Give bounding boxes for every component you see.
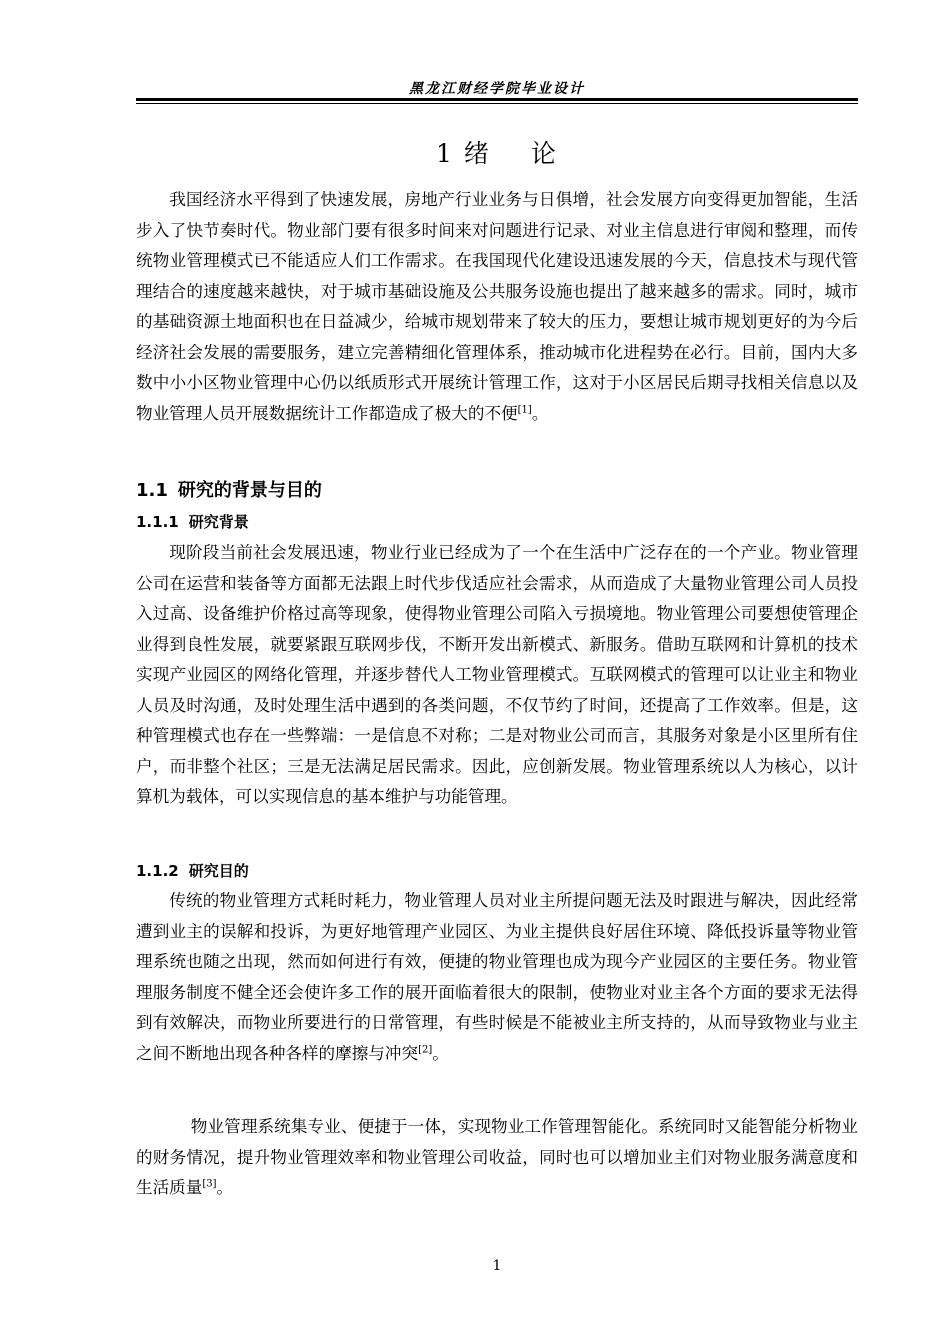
- section-heading-1-1: 1.1 研究的背景与目的: [136, 480, 322, 501]
- chapter-number: 1: [436, 139, 454, 168]
- background-paragraph: 现阶段当前社会发展迅速，物业行业已经成为了一个在生活中广泛存在的一个产业。物业管理公司在运营和装备等方面都无法跟上时代步伐适应社会需求，从而造成了大量物业管理公司人员投入过高、设备维护价格过高等现象，使得物业管理公司陷入亏损境地。物业管理公司要想使管理企业得到良性发展，就要紧跟互联网步伐，不断开发出新模式、新服务。借助互联网和计算机的技术实现产业园区的网络化管理，并逐步替代人工物业管理模式。互联网模式的管理可以让业主和物业人员及时沟通，及时处理生活中遇到的各类问题，不仅节约了时间，还提高了工作效率。但是，这种管理模式也存在一些弊端：一是信息不对称；二是对物业公司而言，其服务对象是小区里所有住户，而非整个社区；三是无法满足居民需求。因此，应创新发展。物业管理系统以人为核心，以计算机为载体，可以实现信息的基本维护与功能管理。: [136, 543, 858, 806]
- section-heading-1-1-2: 1.1.2 研究目的: [136, 862, 249, 880]
- section-heading-1-1-1: 1.1.1 研究背景: [136, 513, 249, 531]
- citation-ref: [1]: [517, 403, 532, 415]
- chapter-title-part2: 论: [530, 139, 558, 168]
- chapter-title-part1: 绪: [463, 139, 491, 168]
- page-number: 1: [492, 1258, 502, 1274]
- running-header: 黑龙江财经学院毕业设计: [409, 81, 585, 97]
- citation-ref: [2]: [418, 1043, 433, 1055]
- header-rule-thick: [136, 98, 858, 101]
- purpose-paragraph-2: 物业管理系统集专业、便捷于一体，实现物业工作管理智能化。系统同时又能智能分析物业的财务情况，提升物业管理效率和物业管理公司收益，同时也可以增加业主们对物业服务满意度和生活质量[3]。: [136, 1117, 858, 1197]
- intro-paragraph: 我国经济水平得到了快速发展，房地产行业业务与日俱增，社会发展方向变得更加智能，生活步入了快节奏时代。物业部门要有很多时间来对问题进行记录、对业主信息进行审阅和整理，而传统物业管理模式已不能适应人们工作需求。在我国现代化建设迅速发展的今天，信息技术与现代管理结合的速度越来越快，对于城市基础设施及公共服务设施也提出了越来越多的需求。同时，城市的基础资源土地面积也在日益减少，给城市规划带来了较大的压力，要想让城市规划更好的为今后经济社会发展的需要服务，建立完善精细化管理体系，推动城市化进程势在必行。目前，国内大多数中小小区物业管理中心仍以纸质形式开展统计管理工作，这对于小区居民后期寻找相关信息以及物业管理人员开展数据统计工作都造成了极大的不便[1]。: [136, 190, 858, 423]
- chapter-title: [136, 134, 858, 170]
- purpose-paragraph-1: 传统的物业管理方式耗时耗力，物业管理人员对业主所提问题无法及时跟进与解决，因此经常遭到业主的误解和投诉，为更好地管理产业园区、为业主提供良好居住环境、降低投诉量等物业管理系统也随之出现，然而如何进行有效，便捷的物业管理也成为现今产业园区的主要任务。物业管理服务制度不健全还会使许多工作的展开面临着很大的限制，使物业对业主各个方面的要求无法得到有效解决，而物业所要进行的日常管理，有些时候是不能被业主所支持的，从而导致物业与业主之间不断地出现各种各样的摩擦与冲突[2]。: [136, 891, 858, 1063]
- header-rule-thin: [136, 103, 858, 104]
- citation-ref: [3]: [202, 1178, 217, 1190]
